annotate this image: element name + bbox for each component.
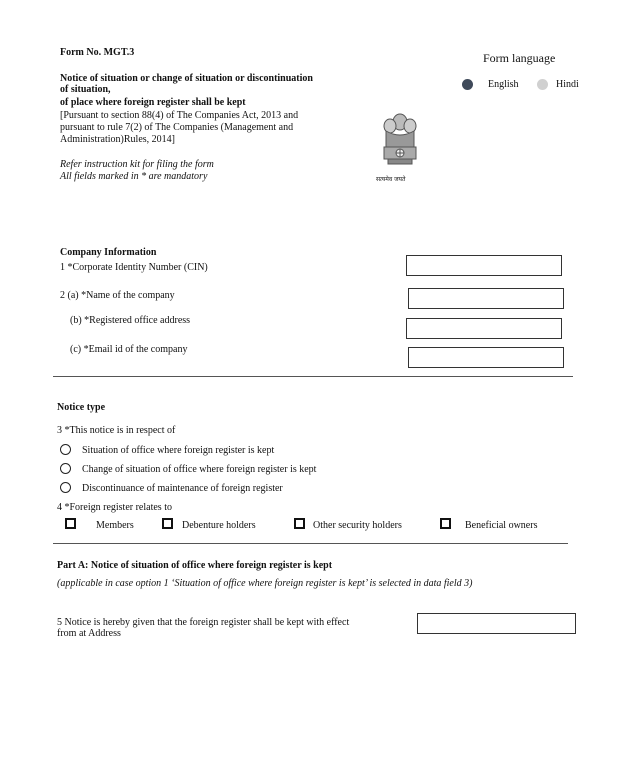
register-option-label: Beneficial owners	[465, 520, 538, 531]
checkbox-icon[interactable]	[294, 518, 305, 529]
company-email-input[interactable]	[408, 347, 564, 368]
company-name-input[interactable]	[408, 288, 564, 309]
language-english-label: English	[488, 79, 519, 90]
mandatory-fields-note: All fields marked in * are mandatory	[60, 171, 208, 182]
section-divider-2	[53, 543, 568, 544]
checkbox-icon[interactable]	[440, 518, 451, 529]
notice-option-situation[interactable]	[60, 444, 360, 458]
register-option-beneficial-owners[interactable]	[440, 518, 555, 532]
register-option-label: Members	[96, 520, 134, 531]
foreign-register-address-label-line1: 5 Notice is hereby given that the foreign register shall be kept with effect	[57, 617, 350, 628]
notice-respect-label: 3 *This notice is in respect of	[57, 425, 176, 436]
register-option-members[interactable]	[65, 518, 145, 532]
cin-label: 1 *Corporate Identity Number (CIN)	[60, 262, 208, 273]
register-relates-label: 4 *Foreign register relates to	[57, 502, 172, 513]
form-number: Form No. MGT.3	[60, 47, 135, 58]
register-option-label: Other security holders	[313, 520, 402, 531]
radio-icon[interactable]	[60, 463, 71, 474]
language-option-hindi[interactable]	[537, 78, 587, 92]
radio-icon[interactable]	[60, 444, 71, 455]
notice-option-label: Discontinuance of maintenance of foreign register	[82, 483, 283, 494]
cin-input[interactable]	[406, 255, 562, 276]
registered-address-label: (b) *Registered office address	[70, 315, 191, 326]
hindi-radio-icon[interactable]	[537, 79, 548, 90]
foreign-register-address-input[interactable]	[417, 613, 576, 634]
section-reference-line2: pursuant to rule 7(2) of The Companies (Management and	[60, 122, 294, 133]
english-radio-selected-icon[interactable]	[462, 79, 473, 90]
notice-option-change[interactable]	[60, 463, 380, 477]
company-info-heading: Company Information	[60, 247, 157, 258]
section-reference-line3: Administration)Rules, 2014]	[60, 134, 175, 145]
section-divider-1	[53, 376, 573, 377]
checkbox-icon[interactable]	[162, 518, 173, 529]
form-language-label: Form language	[483, 51, 556, 65]
instruction-kit-note: Refer instruction kit for filing the form	[60, 159, 214, 170]
company-name-label: 2 (a) *Name of the company	[60, 290, 175, 301]
notice-option-discontinuance[interactable]	[60, 482, 360, 496]
emblem-caption: सत्यमेव जयते	[376, 176, 406, 183]
language-hindi-label: Hindi	[556, 79, 579, 90]
foreign-register-address-label-line2: from at Address	[57, 628, 121, 639]
language-option-english[interactable]	[462, 78, 542, 92]
form-title-line1: Notice of situation or change of situation or discontinuation	[60, 73, 313, 84]
part-a-note: (applicable in case option 1 ‘Situation of office where foreign register is kept’ is selected in data field 3)	[57, 578, 473, 589]
notice-option-label: Situation of office where foreign register is kept	[82, 445, 275, 456]
checkbox-icon[interactable]	[65, 518, 76, 529]
register-option-label: Debenture holders	[182, 520, 256, 531]
register-option-debenture-holders[interactable]	[162, 518, 272, 532]
register-option-other-security-holders[interactable]	[294, 518, 419, 532]
registered-address-input[interactable]	[406, 318, 562, 339]
company-email-label: (c) *Email id of the company	[70, 344, 188, 355]
notice-type-heading: Notice type	[57, 402, 106, 413]
national-emblem-icon	[378, 109, 422, 179]
part-a-heading: Part A: Notice of situation of office where foreign register is kept	[57, 560, 333, 571]
form-title-line2: of situation,	[60, 84, 111, 95]
notice-option-label: Change of situation of office where foreign register is kept	[82, 464, 317, 475]
section-reference-line1: [Pursuant to section 88(4) of The Companies Act, 2013 and	[60, 110, 299, 121]
radio-icon[interactable]	[60, 482, 71, 493]
form-title-line3: of place where foreign register shall be kept	[60, 97, 246, 108]
